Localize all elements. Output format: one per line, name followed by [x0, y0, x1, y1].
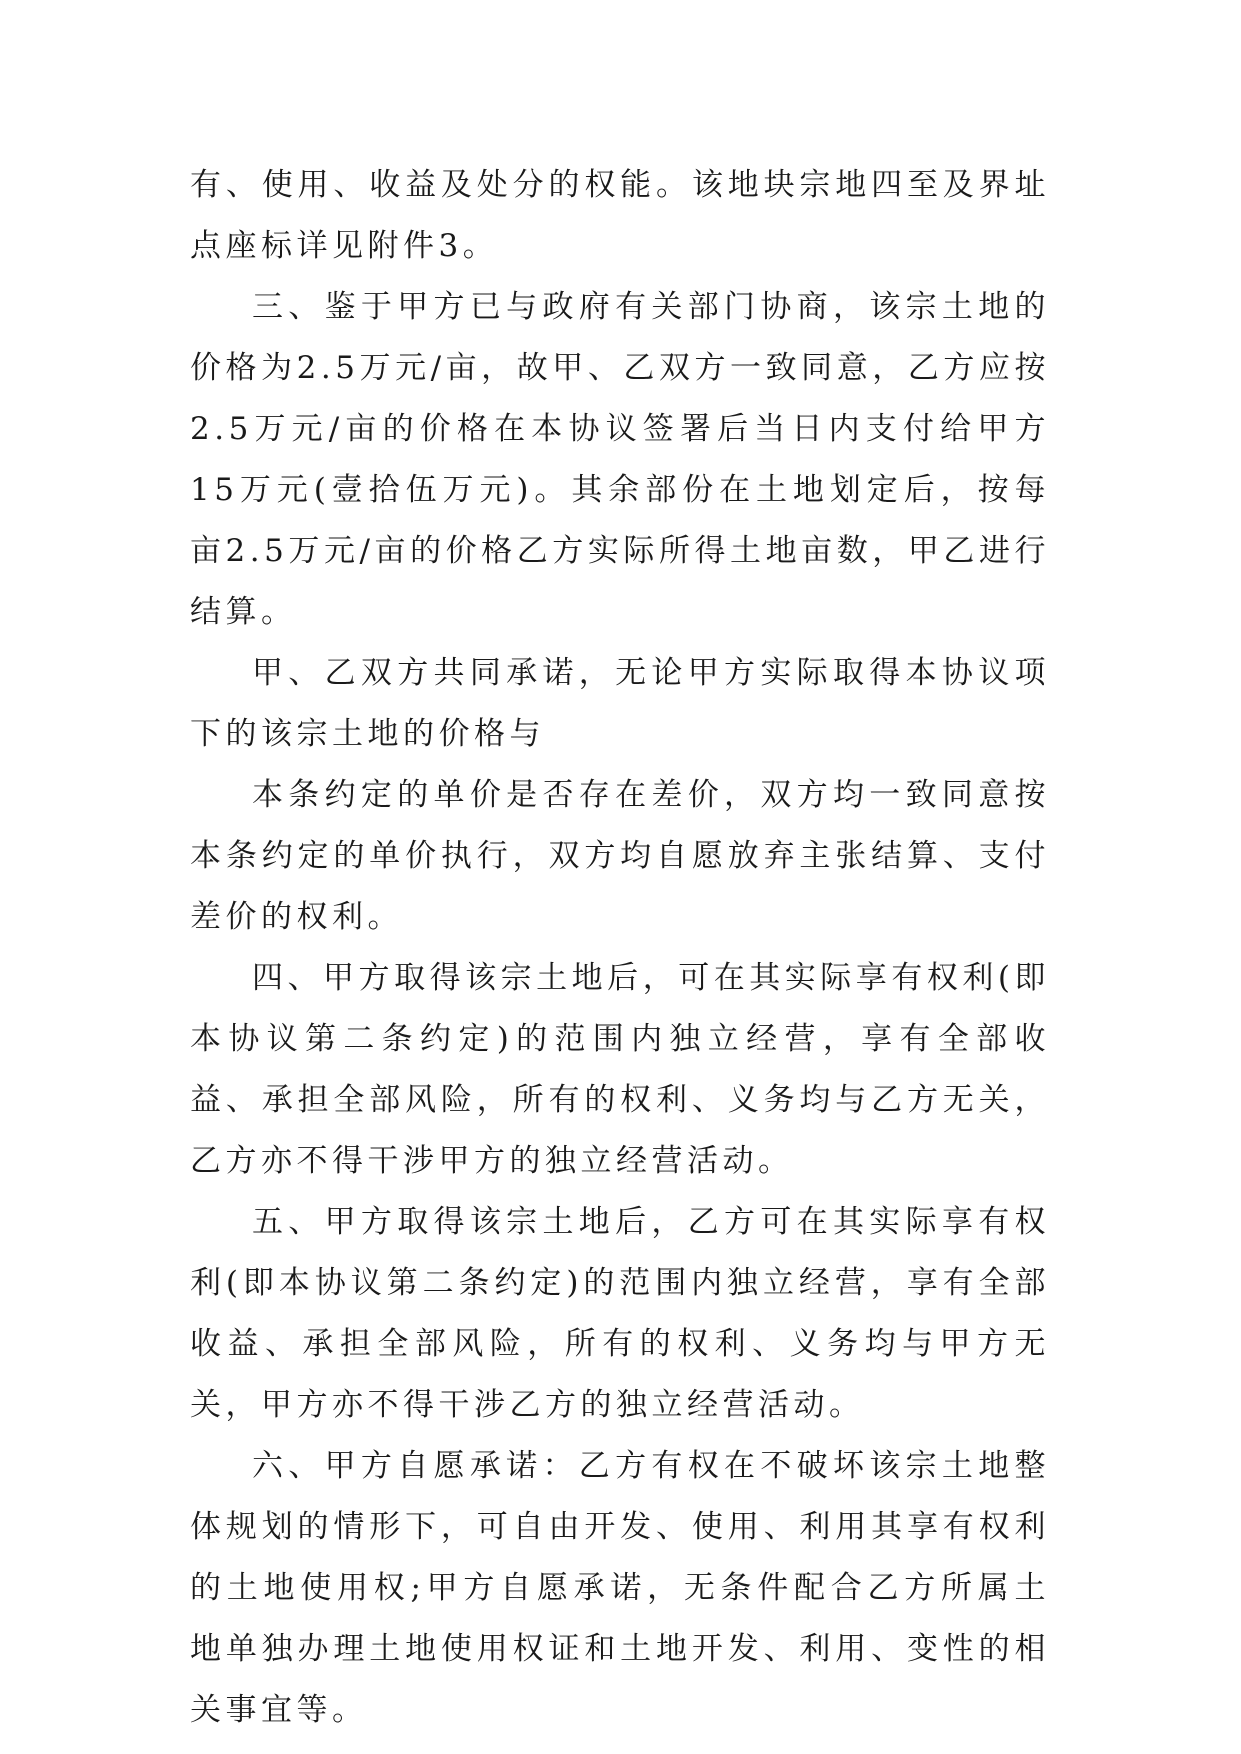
paragraph-clause-5: 五、甲方取得该宗土地后，乙方可在其实际享有权利(即本协议第二条约定)的范围内独立经营，享有全部收益、承担全部风险，所有的权利、义务均与甲方无关，甲方亦不得干涉乙方的独立经营活动。 — [190, 1204, 1050, 1423]
paragraph-joint-commitment: 甲、乙双方共同承诺，无论甲方实际取得本协议项下的该宗土地的价格与 — [190, 655, 1050, 752]
paragraph-continuation: 有、使用、收益及处分的权能。该地块宗地四至及界址点座标详见附件3。 — [190, 167, 1050, 264]
paragraph-clause-4: 四、甲方取得该宗土地后，可在其实际享有权利(即本协议第二条约定)的范围内独立经营，享有全部收益、承担全部风险，所有的权利、义务均与乙方无关，乙方亦不得干涉甲方的独立经营活动。 — [190, 960, 1050, 1179]
paragraph-clause-3: 三、鉴于甲方已与政府有关部门协商，该宗土地的价格为2.5万元/亩，故甲、乙双方一致同意，乙方应按2.5万元/亩的价格在本协议签署后当日内支付给甲方15万元(壹拾伍万元)。其余部份在土地划定后，按每亩2.5万元/亩的价格乙方实际所得土地亩数，甲乙进行结算。 — [190, 289, 1050, 630]
paragraph-unit-price: 本条约定的单价是否存在差价，双方均一致同意按本条约定的单价执行，双方均自愿放弃主张结算、支付差价的权利。 — [190, 777, 1050, 935]
paragraph-clause-6: 六、甲方自愿承诺：乙方有权在不破坏该宗土地整体规划的情形下，可自由开发、使用、利用其享有权利的土地使用权;甲方自愿承诺，无条件配合乙方所属土地单独办理土地使用权证和土地开发、利用、变性的相关事宜等。 — [190, 1448, 1050, 1728]
document-body — [190, 155, 1050, 1741]
